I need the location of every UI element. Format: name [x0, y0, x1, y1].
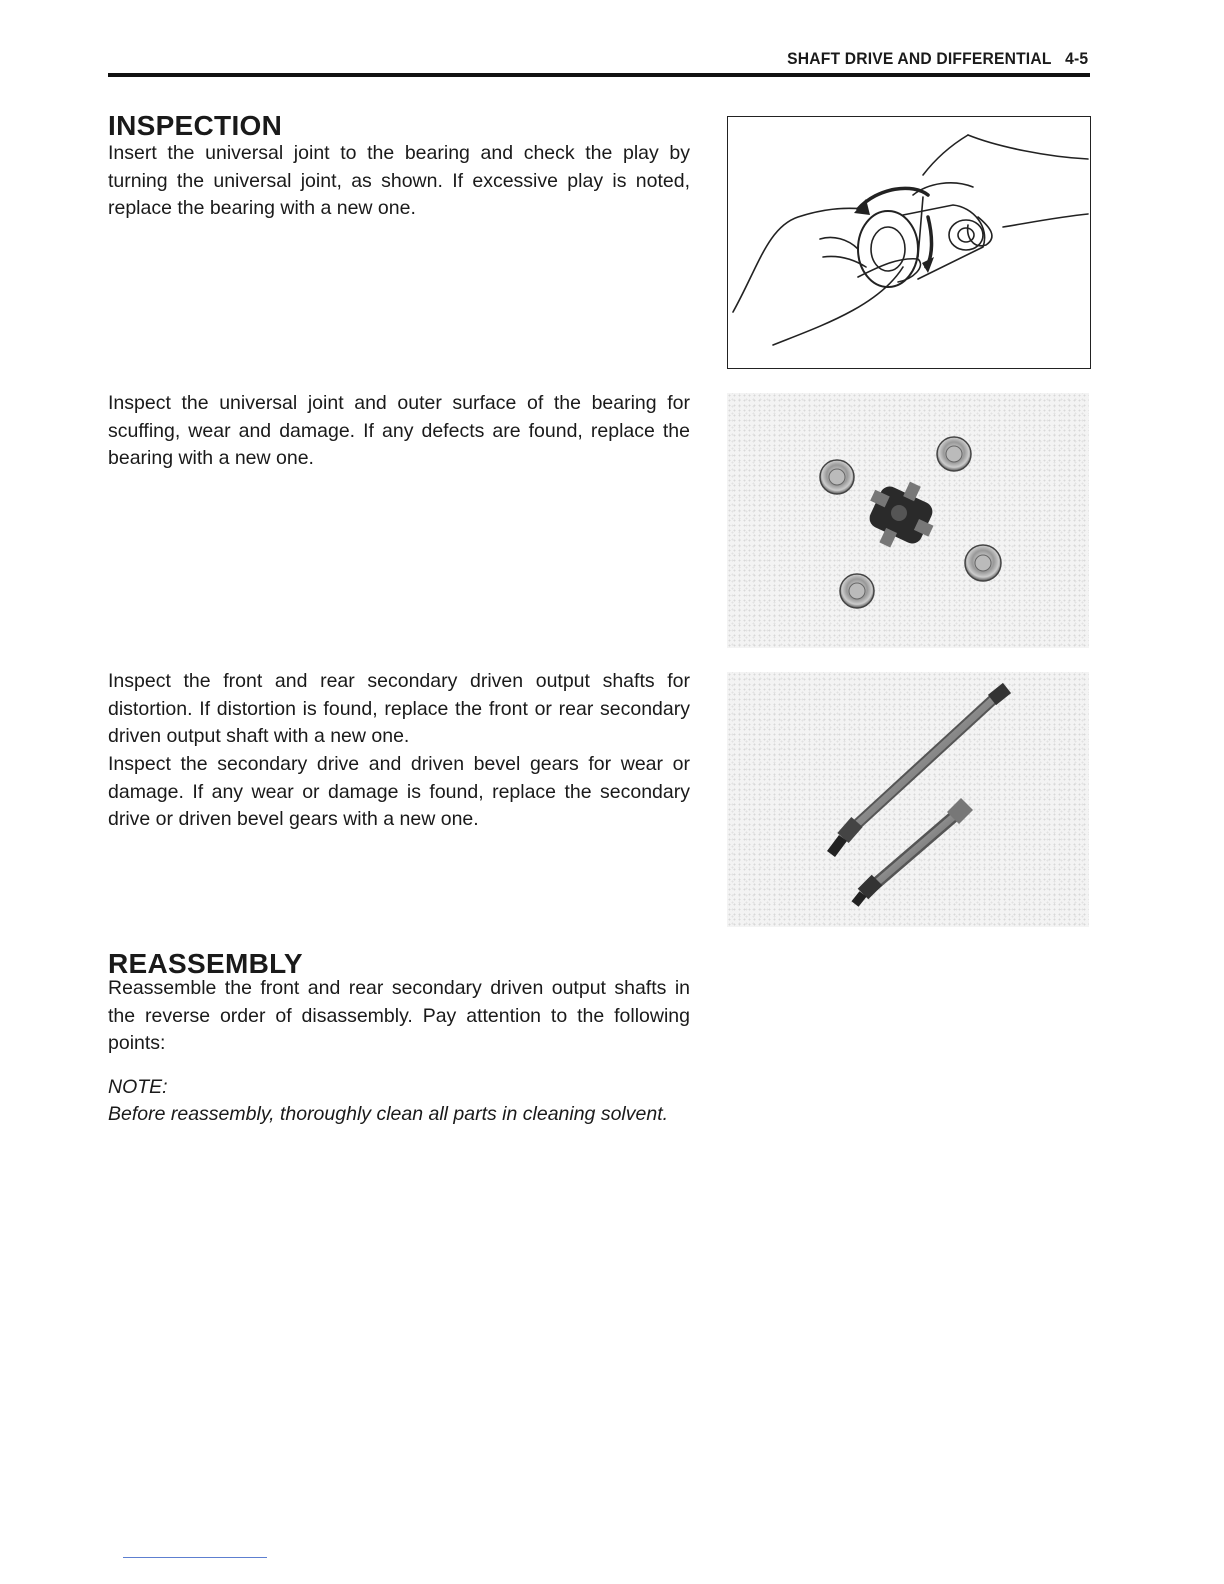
hands-turning-universal-joint-icon — [728, 117, 1090, 368]
note-text: Before reassembly, thoroughly clean all parts in cleaning solvent. — [108, 1103, 669, 1125]
inspection-heading: INSPECTION — [108, 110, 283, 141]
output-shafts-icon — [727, 672, 1089, 927]
universal-joint-and-bearings-icon — [727, 393, 1089, 648]
footer-line — [123, 1557, 267, 1558]
inspection-para-1: Insert the universal joint to the bearing and check the play by turning the universal joint, as shown. If excessive play is noted, replace the bearing with a new one. — [108, 142, 690, 219]
reassembly-heading: REASSEMBLY — [108, 948, 303, 979]
figure-universal-joint-parts — [727, 393, 1089, 648]
inspection-para-3: Inspect the front and rear secondary driven output shafts for distortion. If distortion is found, replace the front or rear secondary driven output shaft with a new one. — [108, 670, 690, 747]
inspection-para-2: Inspect the universal joint and outer surface of the bearing for scuffing, wear and damage. If any defects are found, replace the bearing with a new one. — [108, 392, 690, 469]
inspection-para-4: Inspect the secondary drive and driven bevel gears for wear or damage. If any wear or damage is found, replace the secondary drive or driven bevel gears with a new one. — [108, 753, 690, 830]
note-label: NOTE: — [108, 1076, 168, 1098]
header-rule — [108, 73, 1090, 77]
reassembly-para-1: Reassemble the front and rear secondary driven output shafts in the reverse order of disassembly. Pay attention to the following points: — [108, 977, 690, 1054]
header-page-number: 4-5 — [1064, 49, 1088, 68]
figure-output-shafts — [727, 672, 1089, 927]
figure-universal-joint-check — [727, 116, 1091, 369]
header-section-title: SHAFT DRIVE AND DIFFERENTIAL — [786, 49, 1052, 68]
running-header — [787, 49, 1088, 69]
